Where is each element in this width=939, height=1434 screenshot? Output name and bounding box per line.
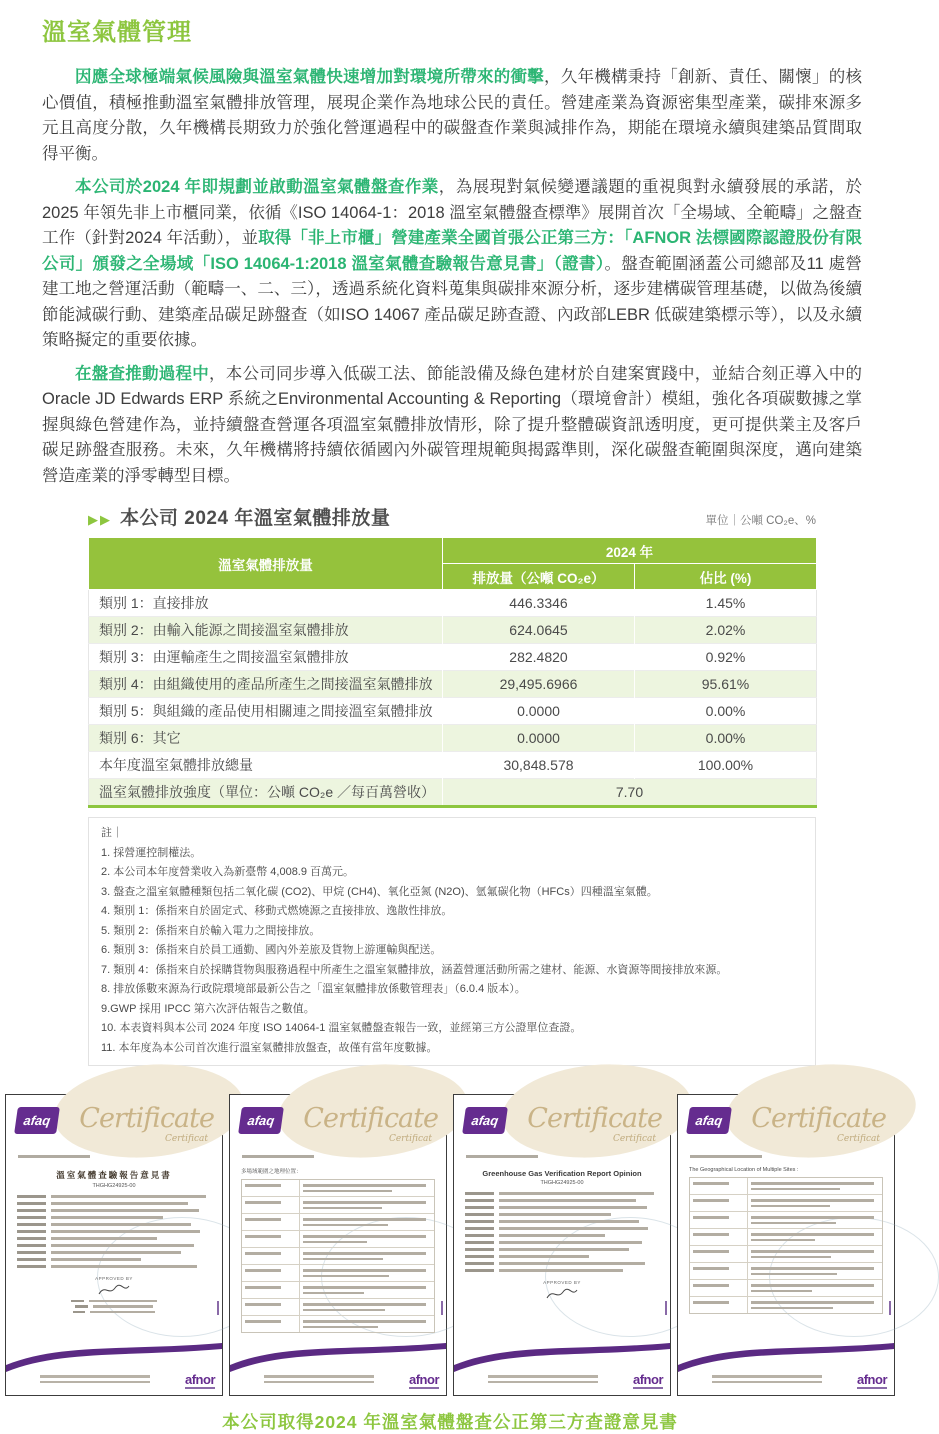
intro-paragraph-2 xyxy=(42,175,862,354)
sites-table-row xyxy=(242,1281,434,1298)
note-item: 5. 類別 2：係指來自於輸入電力之間接排放。 xyxy=(101,924,321,937)
sites-table-row xyxy=(690,1245,882,1262)
row-label: 類別 5：與組織的產品使用相關連之間接溫室氣體排放 xyxy=(89,698,443,725)
header-item: 溫室氣體排放量 xyxy=(89,538,443,590)
fine-print-line xyxy=(465,1213,659,1216)
sites-table-row xyxy=(242,1264,434,1281)
row-ratio: 0.00% xyxy=(635,725,817,752)
sites-heading: The Geographical Location of Multiple Sites : xyxy=(689,1167,799,1173)
fine-print-line xyxy=(465,1255,659,1258)
sites-table-row xyxy=(690,1279,882,1296)
report-number-placeholder xyxy=(242,1155,314,1158)
certificate-body xyxy=(689,1165,883,1341)
certificate-subheading: Certificat xyxy=(612,1134,656,1144)
sites-table-row xyxy=(242,1247,434,1264)
sites-table-row xyxy=(242,1230,434,1247)
row-label: 類別 3：由運輸產生之間接溫室氣體排放 xyxy=(89,644,443,671)
table-total-row xyxy=(89,752,817,779)
note-item: 4. 類別 1：係指來自於固定式、移動式燃燒源之直接排放、逸散性排放。 xyxy=(101,905,453,917)
table-intensity-row xyxy=(89,779,817,807)
page-tick xyxy=(665,1301,667,1315)
fine-print-block xyxy=(17,1195,211,1268)
sites-table-row xyxy=(690,1228,882,1245)
table-row xyxy=(89,725,817,752)
intro-paragraph-1 xyxy=(42,65,862,167)
swoosh-graphic xyxy=(454,1337,670,1373)
certificate-2 xyxy=(229,1094,447,1396)
row-ratio: 95.61% xyxy=(635,671,817,698)
certificate-heading: Certificate xyxy=(527,1103,662,1134)
row-label: 類別 2：由輸入能源之間接溫室氣體排放 xyxy=(89,617,443,644)
fine-print-line xyxy=(17,1230,211,1233)
sites-table-row xyxy=(690,1296,882,1313)
fine-print-line xyxy=(465,1206,659,1209)
fine-print-line xyxy=(71,1305,156,1308)
fine-print-line xyxy=(465,1269,659,1272)
report-number-placeholder xyxy=(690,1155,762,1158)
sites-heading: 多場域範圍之地理位置： xyxy=(241,1169,302,1175)
total-amount: 30,848.578 xyxy=(443,752,635,779)
certificate-body xyxy=(17,1165,211,1341)
certificate-heading: Certificate xyxy=(303,1103,438,1134)
report-number-placeholder xyxy=(466,1155,538,1158)
afaq-logo-text: afaq xyxy=(22,1113,52,1128)
certificate-title: 溫室氣體查驗報告意見書 xyxy=(56,1170,172,1180)
sites-table-row xyxy=(242,1315,434,1332)
table-row xyxy=(89,671,817,698)
footer-fine-print xyxy=(480,1372,606,1386)
afaq-logo xyxy=(686,1107,732,1134)
page-tick xyxy=(217,1301,219,1315)
fine-print-line xyxy=(17,1216,211,1219)
body-text: ，為展現對氣候變遷議題的重視與對永續發展的承諾，於2025 年領先非上市櫃同業，依循《ISO 14064-1：2018 溫室氣體盤查標準》展開首次「全場域、全範疇」之盤查工作（針對2024 年活動），並 xyxy=(42,178,862,247)
afaq-logo xyxy=(462,1107,508,1134)
note-item: 10. 本表資料與本公司 2024 年度 ISO 14064-1 溫室氣體盤查報告一致，並經第三方公證單位查證。 xyxy=(101,1022,582,1034)
fine-print-line xyxy=(17,1237,211,1240)
body-text: ，本公司同步導入低碳工法、節能設備及綠色建材於自建案實踐中，並結合刻正導入中的Oracle JD Edwards ERP 系統之Environmental Accounting & Reporting（環境會計）模組，強化各項碳數據之掌握與綠色營建作為，並持續盤查營運各項溫室氣體排放情形，除了提升整體碳資訊透明度，更可提供業主及客戶碳足跡盤查服務。未來，久年機構將持續依循國內外碳管理規範與揭露準則，深化碳盤查範圍與深度，邁向建築營造產業的淨零轉型目標。 xyxy=(42,364,862,485)
note-item: 9.GWP 採用 IPCC 第六次評估報告之數值。 xyxy=(101,1002,315,1015)
fine-print-line xyxy=(465,1262,659,1265)
note-item: 6. 類別 3：係指來自於員工通勤、國內外差旅及貨物上游運輸與配送。 xyxy=(101,944,442,956)
footer-fine-print xyxy=(256,1372,382,1386)
sites-table-row xyxy=(242,1196,434,1213)
notes-title: 註｜ xyxy=(101,827,123,839)
fine-print-line xyxy=(17,1209,211,1212)
row-amount: 446.3346 xyxy=(443,590,635,617)
intensity-value: 7.70 xyxy=(443,779,817,807)
certificate-4 xyxy=(677,1094,895,1396)
certificate-1 xyxy=(5,1094,223,1396)
header-ratio: 佔比 (%) xyxy=(635,564,817,590)
signature-icon xyxy=(17,1283,211,1297)
afnor-logo: afnor xyxy=(185,1372,215,1387)
unit-label: 單位｜公噸 CO₂e、% xyxy=(705,515,816,527)
swoosh-graphic xyxy=(230,1337,446,1373)
certificate-3 xyxy=(453,1094,671,1396)
swoosh-graphic xyxy=(6,1337,222,1373)
certificate-subheading: Certificat xyxy=(164,1134,208,1144)
approved-by-label: APPROVED BY xyxy=(543,1279,581,1285)
note-item: 1. 採營運控制權法。 xyxy=(101,846,202,859)
row-ratio: 0.92% xyxy=(635,644,817,671)
sites-table-row xyxy=(242,1180,434,1196)
fine-print-line xyxy=(465,1220,659,1223)
certificates-row xyxy=(0,1094,900,1396)
afaq-logo xyxy=(14,1107,60,1134)
page-tick xyxy=(441,1301,443,1315)
note-item: 3. 盤查之溫室氣體種類包括二氧化碳 (CO2)、甲烷 (CH4)、氧化亞氮 (N2O)、氫氟碳化物（HFCs）四種溫室氣體。 xyxy=(101,885,658,898)
table-row xyxy=(89,644,817,671)
afnor-logo: afnor xyxy=(857,1372,887,1387)
emissions-table-section xyxy=(88,503,816,1066)
note-item: 2. 本公司本年度營業收入為新臺幣 4,008.9 百萬元。 xyxy=(101,866,355,878)
highlight-text: 取得「非上市櫃」營建產業全國首張公正第三方：「AFNOR 法標國際認證股份有限公司」頒發之全場域「ISO 14064-1:2018 溫室氣體查驗報告意見書」（證書） xyxy=(42,229,863,273)
double-arrow-icon: ▶▶ xyxy=(88,512,112,527)
certificate-heading: Certificate xyxy=(79,1103,214,1134)
signature-icon xyxy=(465,1287,659,1301)
table-row xyxy=(89,617,817,644)
sites-table xyxy=(689,1177,883,1314)
sites-table-row xyxy=(690,1211,882,1228)
fine-print-line xyxy=(17,1223,211,1226)
sites-table xyxy=(241,1179,435,1333)
row-amount: 0.0000 xyxy=(443,698,635,725)
row-label: 類別 1：直接排放 xyxy=(89,590,443,617)
fine-print-line xyxy=(17,1251,211,1254)
row-amount: 0.0000 xyxy=(443,725,635,752)
intro-section xyxy=(42,65,862,489)
section-title: 本公司 2024 年溫室氣體排放量 xyxy=(120,508,391,529)
body-text: 。盤查範圍涵蓋公司總部及11 處營建工地之營運活動（範疇一、二、三），透過系統化資料蒐集與碳排來源分析，逐步建構碳管理基礎，以做為後續節能減碳行動、建築產品碳足跡盤查（如ISO 14067 產品碳足跡查證、內政部LEBR 低碳建築標示等），以及永續策略擬定的重要依據。 xyxy=(42,254,862,349)
certificate-subheading: Certificat xyxy=(836,1134,880,1144)
footer-fine-print xyxy=(704,1372,830,1386)
sites-table-row xyxy=(242,1213,434,1230)
sites-table-row xyxy=(690,1262,882,1279)
certificates-caption: 本公司取得2024 年溫室氣體盤查公正第三方查證意見書 xyxy=(222,1412,678,1432)
row-amount: 282.4820 xyxy=(443,644,635,671)
afaq-logo-text: afaq xyxy=(470,1113,500,1128)
fine-print-line xyxy=(71,1311,156,1314)
row-amount: 624.0645 xyxy=(443,617,635,644)
notes-box xyxy=(88,817,816,1066)
note-item: 7. 類別 4：係指來自於採購貨物與服務過程中所產生之溫室氣體排放，涵蓋營運活動所需之建材、能源、水資源等間接排放來源。 xyxy=(101,963,728,976)
fine-print-line xyxy=(17,1265,211,1268)
afaq-logo xyxy=(238,1107,284,1134)
page-tick xyxy=(889,1301,891,1315)
sites-table-row xyxy=(690,1178,882,1194)
highlight-text: 因應全球極端氣候風險與溫室氣體快速增加對環境所帶來的衝擊 xyxy=(75,68,544,86)
note-item: 8. 排放係數來源為行政院環境部最新公告之「溫室氣體排放係數管理表」（6.0.4 版本）。 xyxy=(101,983,526,995)
sites-table-row xyxy=(242,1298,434,1315)
intro-paragraph-3 xyxy=(42,362,862,490)
header-amount: 排放量（公噸 CO₂e） xyxy=(443,564,635,590)
total-label: 本年度溫室氣體排放總量 xyxy=(89,752,443,779)
highlight-text: 本公司於2024 年即規劃並啟動溫室氣體盤查作業 xyxy=(75,178,439,196)
fine-print-line xyxy=(465,1227,659,1230)
afnor-logo: afnor xyxy=(633,1372,663,1387)
table-row xyxy=(89,698,817,725)
fine-print-line xyxy=(465,1199,659,1202)
certificate-code: THGHG24925-00 xyxy=(540,1180,584,1186)
row-amount: 29,495.6966 xyxy=(443,671,635,698)
section-header xyxy=(88,503,816,530)
body-text: ，久年機構秉持「創新、責任、關懷」的核心價值，積極推動溫室氣體排放管理，展現企業作為地球公民的責任。營建產業為資源密集型產業，碳排來源多元且高度分散，久年機構長期致力於強化營運過程中的碳盤查作業與減排作為，期能在環境永續與建築品質間取得平衡。 xyxy=(42,68,862,163)
fine-print-line xyxy=(71,1300,156,1303)
approved-by-label: APPROVED BY xyxy=(95,1275,133,1281)
row-ratio: 0.00% xyxy=(635,698,817,725)
fine-print-line xyxy=(17,1195,211,1198)
report-number-placeholder xyxy=(18,1155,90,1158)
table-row xyxy=(89,590,817,617)
certificate-heading: Certificate xyxy=(751,1103,886,1134)
fine-print-line xyxy=(465,1234,659,1237)
fine-print-line xyxy=(17,1258,211,1261)
fine-print-line xyxy=(465,1192,659,1195)
swoosh-graphic xyxy=(678,1337,894,1373)
page-title: 溫室氣體管理 xyxy=(42,19,192,46)
intensity-label: 溫室氣體排放強度（單位：公噸 CO₂e ／每百萬營收） xyxy=(89,779,443,807)
afnor-logo: afnor xyxy=(409,1372,439,1387)
row-ratio: 1.45% xyxy=(635,590,817,617)
signatory-lines xyxy=(17,1300,211,1314)
certificate-body xyxy=(465,1165,659,1341)
certificate-title: Greenhouse Gas Verification Report Opinion xyxy=(482,1169,642,1178)
header-year: 2024 年 xyxy=(443,538,817,564)
fine-print-line xyxy=(17,1244,211,1247)
total-ratio: 100.00% xyxy=(635,752,817,779)
footer-fine-print xyxy=(32,1372,158,1386)
row-label: 類別 4：由組織使用的產品所產生之間接溫室氣體排放 xyxy=(89,671,443,698)
emissions-table xyxy=(88,537,817,808)
table-header-row-1 xyxy=(89,538,817,564)
highlight-text: 在盤查推動過程中 xyxy=(75,364,209,383)
note-item: 11. 本年度為本公司首次進行溫室氣體排放盤查，故僅有當年度數據。 xyxy=(101,1041,438,1054)
afaq-logo-text: afaq xyxy=(246,1113,276,1128)
fine-print-line xyxy=(17,1202,211,1205)
row-label: 類別 6：其它 xyxy=(89,725,443,752)
certificate-body xyxy=(241,1165,435,1341)
certificate-subheading: Certificat xyxy=(388,1134,432,1144)
fine-print-line xyxy=(465,1241,659,1244)
fine-print-block xyxy=(465,1192,659,1272)
sites-table-row xyxy=(690,1194,882,1211)
row-ratio: 2.02% xyxy=(635,617,817,644)
certificate-code: THGHG24925-00 xyxy=(92,1183,136,1189)
fine-print-line xyxy=(465,1248,659,1251)
afaq-logo-text: afaq xyxy=(694,1113,724,1128)
